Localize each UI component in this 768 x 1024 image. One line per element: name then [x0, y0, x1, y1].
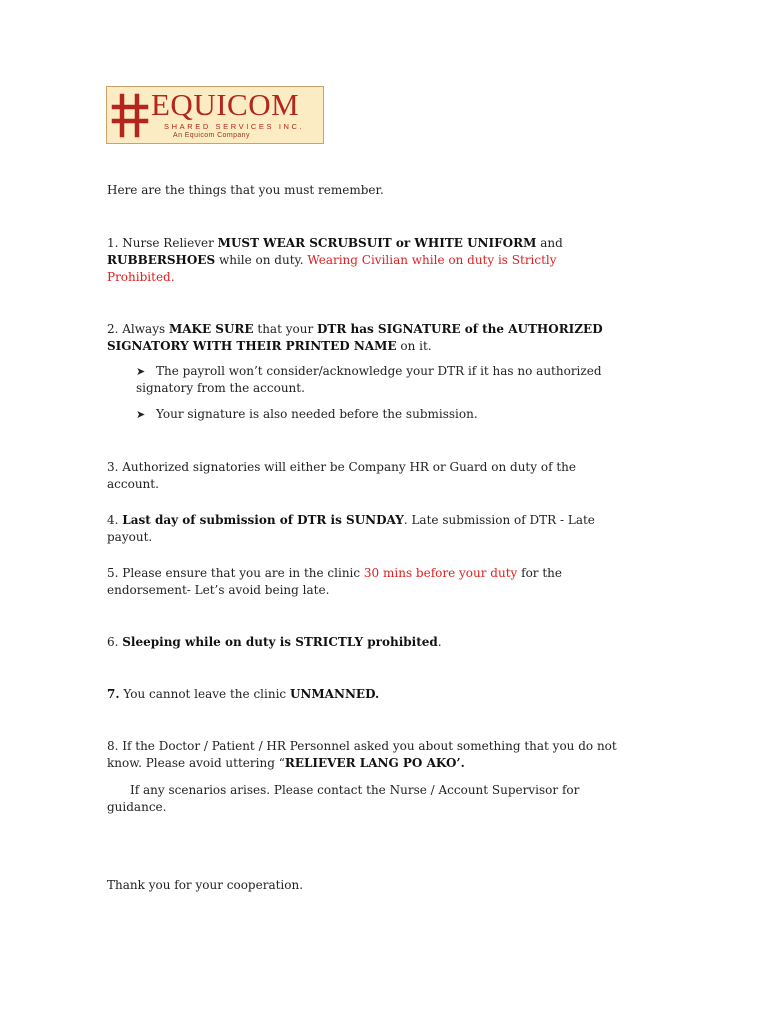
arrow-bullet-icon: ➤ — [136, 365, 146, 378]
arrow-bullet-icon: ➤ — [136, 408, 146, 421]
rule-2-bullet-2: ➤ Your signature is also needed before the submission. — [136, 407, 478, 421]
logo-subtitle: SHARED SERVICES INC. — [164, 122, 305, 131]
rule-8-note: If any scenarios arises. Please contact the Nurse / Account Supervisor for guidance. — [107, 783, 580, 814]
rule-4: 4. Last day of submission of DTR is SUNDAY. Late submission of DTR - Late payout. — [107, 513, 595, 544]
rule-1: 1. Nurse Reliever MUST WEAR SCRUBSUIT or WHITE UNIFORM and RUBBERSHOES while on duty. Wearing Civilian while on duty is Strictly Prohibited. — [107, 236, 563, 284]
rule-3: 3. Authorized signatories will either be Company HR or Guard on duty of the account. — [107, 460, 576, 491]
rule-8: 8. If the Doctor / Patient / HR Personnel asked you about something that you do not know. Please avoid uttering “RELIEVER LANG PO AKO’. — [107, 739, 617, 770]
rule-2-bullet-1: ➤ The payroll won’t consider/acknowledge your DTR if it has no authorized signatory from the account. — [136, 364, 602, 395]
equicom-mark-icon — [107, 87, 155, 143]
rule-7: 7. You cannot leave the clinic UNMANNED. — [107, 687, 380, 701]
equicom-logo — [106, 86, 324, 144]
intro-text: Here are the things that you must remember. — [107, 183, 384, 197]
closing-text: Thank you for your cooperation. — [107, 878, 304, 892]
logo-wordmark: EQUICOM — [151, 87, 300, 122]
rule-5: 5. Please ensure that you are in the clinic 30 mins before your duty for the endorsement- Let’s avoid being late. — [107, 566, 563, 597]
rule-6: 6. Sleeping while on duty is STRICTLY prohibited. — [107, 635, 442, 649]
logo-tagline: An Equicom Company — [173, 132, 250, 139]
rule-2: 2. Always MAKE SURE that your DTR has SIGNATURE of the AUTHORIZED SIGNATORY WITH THEIR PRINTED NAME on it. — [107, 322, 603, 353]
